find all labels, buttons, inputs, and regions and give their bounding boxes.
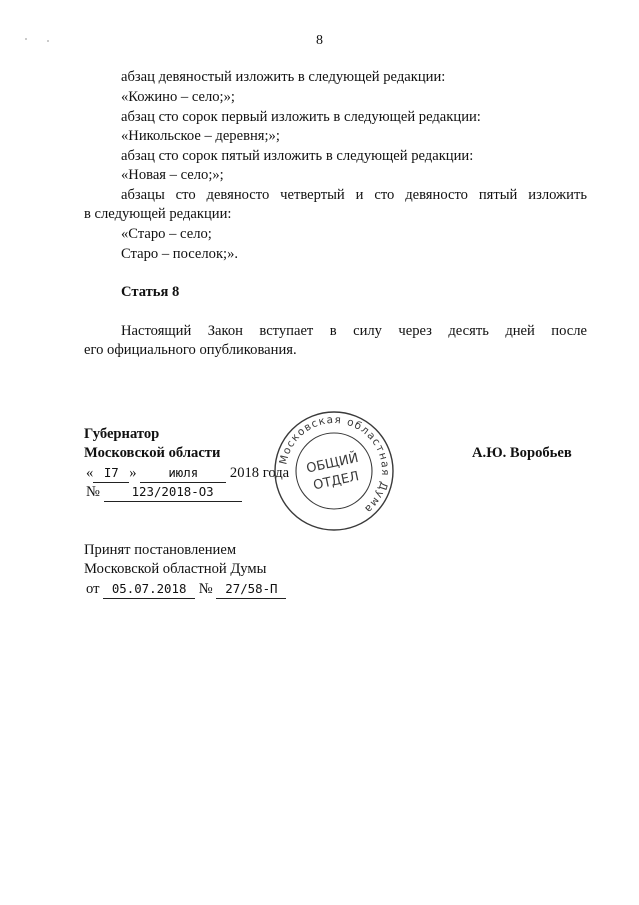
date-year: 2018 года xyxy=(229,465,290,481)
article-text-line: Настоящий Закон вступает в силу через десять дней после xyxy=(121,323,587,339)
signatory-region: Московской области xyxy=(84,445,221,461)
date-month: июля xyxy=(140,464,226,483)
amendment-line: «Кожино – село;»; xyxy=(121,89,235,105)
signature-date xyxy=(86,464,289,483)
amendment-line: абзац сто сорок пятый изложить в следующей редакции: xyxy=(121,148,474,164)
signatory-name: А.Ю. Воробьев xyxy=(472,445,572,461)
date-day: I7 xyxy=(93,464,129,483)
amendment-line: «Никольское – деревня;»; xyxy=(121,128,280,144)
adoption-details xyxy=(86,580,286,599)
article-heading: Статья 8 xyxy=(121,284,180,300)
stamp-center-line2: ОТДЕЛ xyxy=(311,469,361,494)
amendment-line: абзац девяностый изложить в следующей редакции: xyxy=(121,69,446,85)
amendment-line: «Новая – село;»; xyxy=(121,167,224,183)
page-number: 8 xyxy=(316,33,323,48)
law-number-value: 123/2018-ОЗ xyxy=(104,483,242,502)
official-stamp xyxy=(272,409,396,533)
adoption-from-label: от xyxy=(86,581,100,597)
adoption-line: Принят постановлением xyxy=(84,542,237,558)
date-open-quote: « xyxy=(86,465,94,481)
stamp-ring-text: Московская областная Дума xyxy=(277,413,392,516)
adoption-number-label: № xyxy=(198,581,213,597)
adoption-number: 27/58-П xyxy=(216,580,286,599)
law-number-label: № xyxy=(86,484,100,500)
adoption-line: Московской областной Думы xyxy=(84,561,267,577)
article-text-line: его официального опубликования. xyxy=(84,342,297,358)
adoption-date: 05.07.2018 xyxy=(103,580,195,599)
amendment-line: абзацы сто девяносто четвертый и сто девяносто пятый изложить xyxy=(121,187,587,203)
amendment-line: в следующей редакции: xyxy=(84,206,232,222)
law-number xyxy=(86,483,242,502)
signatory-title: Губернатор xyxy=(84,426,160,442)
stamp-center-line1: ОБЩИЙ xyxy=(305,450,360,477)
amendment-line: Старо – поселок;». xyxy=(121,246,239,262)
date-close-quote: » xyxy=(129,465,137,481)
amendment-line: абзац сто сорок первый изложить в следующей редакции: xyxy=(121,109,481,125)
amendment-line: «Старо – село; xyxy=(121,226,212,242)
